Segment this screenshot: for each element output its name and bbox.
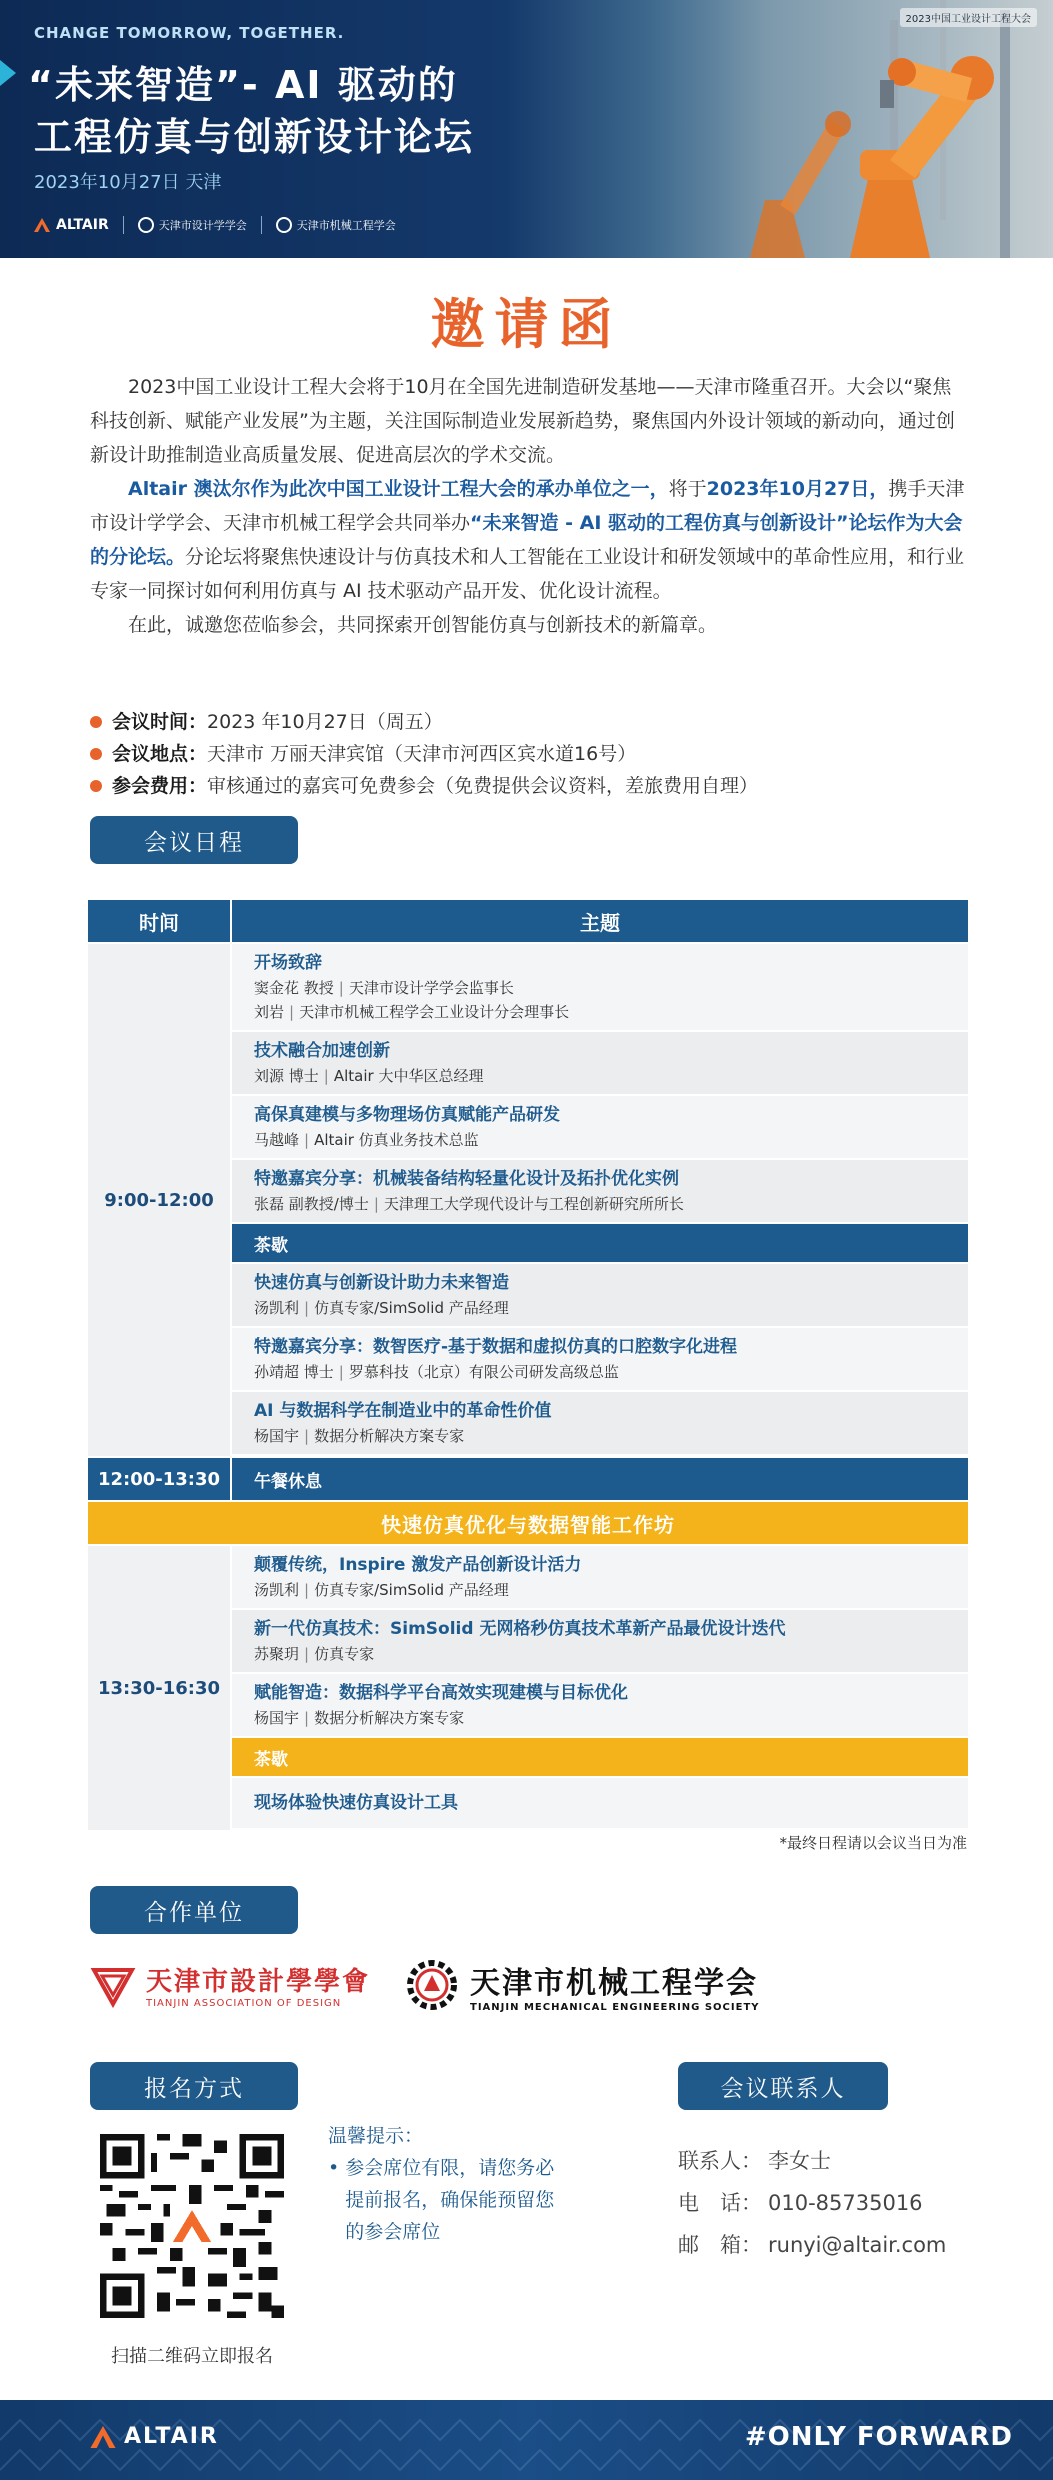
tjsd-name-en: TIANJIN ASSOCIATION OF DESIGN: [146, 1998, 342, 2009]
body-text: 携手天津市设计学学会、天津市机械工程学会共同举办: [90, 478, 965, 534]
header-topic: 主题: [580, 910, 620, 935]
altair-logo: [34, 217, 109, 233]
contact-section-title: 会议联系人: [678, 2062, 888, 2110]
speaker-name: 汤凯利: [254, 1581, 300, 1599]
speaker-title: Altair 仿真业务技术总监: [314, 1131, 479, 1149]
speaker-title: 仿真专家: [314, 1645, 375, 1663]
altair-logo-text: ALTAIR: [56, 217, 109, 233]
speaker-title: 罗慕科技（北京）有限公司研发高级总监: [348, 1363, 619, 1381]
tjsd-logo: [138, 217, 247, 233]
agenda-item: [232, 1328, 968, 1392]
contact-email-label: 邮 箱：: [678, 2233, 762, 2257]
banner-logos: [34, 216, 396, 234]
session-time: 9:00-12:00: [88, 944, 232, 1456]
tea-break: 茶歇: [232, 1738, 968, 1778]
tjmes-name-en: TIANJIN MECHANICAL ENGINEERING SOCIETY: [470, 2001, 760, 2013]
highlight-date: 2023年10月27日，: [706, 478, 889, 500]
speaker-title: Altair 大中华区总经理: [333, 1067, 484, 1085]
tea-break: 茶歇: [232, 1224, 968, 1264]
info-value: 天津市 万丽天津宾馆（天津市河西区宾水道16号）: [207, 743, 637, 765]
agenda-topic: 特邀嘉宾分享：数智医疗-基于数据和虚拟仿真的口腔数字化进程: [254, 1337, 738, 1357]
partner-tjsd: [90, 1961, 370, 2009]
agenda-speaker: 张磊 副教授/博士 | 天津理工大学现代设计与工程创新研究所所长: [254, 1195, 684, 1213]
header-time: 时间: [88, 900, 232, 942]
agenda-item: [232, 1264, 968, 1328]
footer-logo-text: ALTAIR: [124, 2424, 219, 2449]
agenda-speaker: 刘岩 | 天津市机械工程学会工业设计分会理事长: [254, 1003, 570, 1021]
tips-bullet: •: [328, 2157, 340, 2179]
agenda-item: [232, 1610, 968, 1674]
info-label: 参会费用：: [112, 775, 208, 797]
registration-tips: [328, 2120, 568, 2248]
tjmes-logo-text: 天津市机械工程学会: [296, 219, 396, 232]
logo-divider: [123, 216, 124, 234]
body-text: 将于: [668, 478, 707, 500]
qr-caption: 扫描二维码立即报名: [111, 2346, 273, 2367]
info-time: [90, 706, 966, 738]
contact-name: 李女士: [768, 2149, 831, 2173]
agenda-table: [88, 900, 968, 1830]
tjmes-emblem-icon: [276, 217, 292, 233]
invitation-title: 邀请函: [430, 293, 623, 356]
agenda-topic: 颠覆传统，Inspire 激发产品创新设计活力: [254, 1555, 582, 1575]
tjmes-logo: [276, 217, 396, 233]
speaker-title: 天津市机械工程学会工业设计分会理事长: [299, 1003, 570, 1021]
info-location: [90, 738, 966, 770]
body-text: 分论坛将聚焦快速设计与仿真技术和人工智能在工业设计和研发领域中的革命性应用，和行业专家一同探讨如何利用仿真与 AI 技术驱动产品开发、优化设计流程。: [90, 546, 965, 602]
invitation-body: [90, 370, 966, 642]
partners-section-title: 合作单位: [90, 1886, 298, 1934]
agenda-item: [232, 1546, 968, 1610]
contact-email-link[interactable]: runyi@altair.com: [768, 2233, 947, 2257]
tips-text: 参会席位有限，请您务必提前报名，确保能预留您的参会席位: [345, 2157, 555, 2243]
speaker-name: 马越峰: [254, 1131, 300, 1149]
speaker-title: 数据分析解决方案专家: [314, 1709, 465, 1727]
footer-slogan: #ONLY FORWARD: [744, 2422, 1013, 2452]
workshop-banner: 快速仿真优化与数据智能工作坊: [88, 1502, 968, 1544]
bullet-dot-icon: [90, 716, 102, 728]
register-section-title: 报名方式: [90, 2062, 298, 2110]
agenda-section-title: 会议日程: [90, 816, 298, 864]
info-fee: [90, 770, 966, 802]
agenda-speaker: 汤凯利 | 仿真专家/SimSolid 产品经理: [254, 1299, 509, 1317]
agenda-topic: 开场致辞: [254, 953, 322, 973]
speaker-name: 刘岩: [254, 1003, 285, 1021]
intro-paragraph-2: [90, 472, 966, 608]
logo-divider: [261, 216, 262, 234]
speaker-title: 仿真专家/SimSolid 产品经理: [314, 1581, 509, 1599]
speaker-name: 汤凯利: [254, 1299, 300, 1317]
agenda-item: [232, 1392, 968, 1456]
speaker-name: 张磊 副教授/博士: [254, 1195, 369, 1213]
agenda-speaker: 马越峰 | Altair 仿真业务技术总监: [254, 1131, 479, 1149]
agenda-speaker: 杨国宇 | 数据分析解决方案专家: [254, 1427, 465, 1445]
agenda-item: [232, 1096, 968, 1160]
tjsd-name: 天津市設計學學會: [146, 1967, 371, 1997]
info-label: 会议时间：: [112, 711, 208, 733]
header-banner: [0, 0, 1053, 258]
agenda-item: [232, 1674, 968, 1738]
bullet-dot-icon: [90, 748, 102, 760]
agenda-topic: 技术融合加速创新: [254, 1041, 390, 1061]
contact-name-label: 联系人：: [678, 2149, 762, 2173]
tjsd-emblem-icon: [138, 217, 154, 233]
agenda-topic: 现场体验快速仿真设计工具: [254, 1793, 458, 1813]
info-value: 2023 年10月27日（周五）: [207, 711, 443, 733]
tjmes-name: 天津市机械工程学会: [470, 1965, 759, 2001]
partner-tjmes: [404, 1957, 760, 2013]
tjsd-logo-text: 天津市设计学学会: [158, 219, 247, 232]
speaker-name: 杨国宇: [254, 1427, 300, 1445]
agenda-speaker: 苏聚玥 | 仿真专家: [254, 1645, 375, 1663]
registration-qr-code[interactable]: [100, 2134, 284, 2318]
agenda-item: [232, 1160, 968, 1224]
agenda-item: [232, 944, 968, 1032]
speaker-name: 苏聚玥: [254, 1645, 300, 1663]
schedule-note: *最终日程请以会议当日为准: [779, 1834, 967, 1852]
speaker-title: 天津市设计学学会监事长: [348, 979, 514, 997]
robot-arm-image: [640, 0, 1053, 258]
agenda-topic: 快速仿真与创新设计助力未来智造: [254, 1273, 509, 1293]
agenda-speaker: 孙靖超 博士 | 罗慕科技（北京）有限公司研发高级总监: [254, 1363, 619, 1381]
info-value: 审核通过的嘉宾可免费参会（免费提供会议资料，差旅费用自理）: [207, 775, 759, 797]
contact-phone[interactable]: 010-85735016: [768, 2191, 923, 2215]
morning-session: [88, 944, 968, 1456]
agenda-topic: 赋能智造：数据科学平台高效实现建模与目标优化: [254, 1683, 628, 1703]
contact-phone-row: [678, 2182, 998, 2224]
conference-tag: 2023中国工业设计工程大会: [900, 8, 1037, 27]
agenda-topic: AI 与数据科学在制造业中的革命性价值: [254, 1401, 552, 1421]
tips-title: 温馨提示：: [328, 2125, 424, 2147]
contact-email-row: [678, 2224, 998, 2266]
afternoon-session: [88, 1546, 968, 1830]
agenda-topic: 特邀嘉宾分享：机械装备结构轻量化设计及拓扑优化实例: [254, 1169, 679, 1189]
agenda-table-header: [88, 900, 968, 942]
altair-triangle-icon: [90, 2426, 116, 2448]
contact-phone-label: 电 话：: [678, 2191, 762, 2215]
highlight-text: Altair 澳汰尔作为此次中国工业设计工程大会的承办单位之一，: [128, 478, 669, 500]
footer-altair-logo: [90, 2424, 219, 2449]
tjsd-emblem-icon: [90, 1962, 136, 2008]
meeting-info-list: [90, 706, 966, 802]
agenda-speaker: 杨国宇 | 数据分析解决方案专家: [254, 1709, 465, 1727]
agenda-topic: 新一代仿真技术：SimSolid 无网格秒仿真技术革新产品最优设计迭代: [254, 1619, 786, 1639]
agenda-speaker: 刘源 博士 | Altair 大中华区总经理: [254, 1067, 484, 1085]
agenda-item: [232, 1032, 968, 1096]
session-time: 12:00-13:30: [88, 1458, 232, 1500]
speaker-name: 孙靖超 博士: [254, 1363, 334, 1381]
speaker-title: 数据分析解决方案专家: [314, 1427, 465, 1445]
speaker-title: 仿真专家/SimSolid 产品经理: [314, 1299, 509, 1317]
altair-triangle-icon: [34, 218, 50, 232]
lunch-row: [88, 1458, 968, 1500]
agenda-speaker: 汤凯利 | 仿真专家/SimSolid 产品经理: [254, 1581, 509, 1599]
info-label: 会议地点：: [112, 743, 208, 765]
speaker-name: 杨国宇: [254, 1709, 300, 1727]
session-time: 13:30-16:30: [88, 1546, 232, 1830]
contact-name-row: [678, 2140, 998, 2182]
partners-logos: [90, 1950, 970, 2020]
speaker-title: 天津理工大学现代设计与工程创新研究所所长: [383, 1195, 684, 1213]
highlight-forum-name: “未来智造 - AI 驱动的工程仿真与创新设计”论坛作为大会的分论坛。: [90, 512, 963, 568]
agenda-speaker: 窦金花 教授 | 天津市设计学学会监事长: [254, 979, 514, 997]
speaker-name: 刘源 博士: [254, 1067, 319, 1085]
banner-slogan: CHANGE TOMORROW, TOGETHER.: [34, 24, 345, 42]
banner-date: 2023年10月27日 天津: [34, 172, 222, 193]
agenda-item: [232, 1778, 968, 1830]
arrow-accent-icon: [0, 60, 16, 86]
intro-paragraph-1: 2023中国工业设计工程大会将于10月在全国先进制造研发基地——天津市隆重召开。大会以“聚焦科技创新、赋能产业发展”为主题，关注国际制造业发展新趋势，聚焦国内外设计领域的新动向，通过创新设计助推制造业高质量发展、促进高层次的学术交流。: [90, 376, 955, 466]
intro-paragraph-3: 在此，诚邀您莅临参会，共同探索开创智能仿真与创新技术的新篇章。: [128, 614, 718, 636]
bullet-dot-icon: [90, 780, 102, 792]
lunch-label: 午餐休息: [254, 1471, 322, 1492]
agenda-topic: 高保真建模与多物理场仿真赋能产品研发: [254, 1105, 560, 1125]
gear-emblem-icon: [404, 1957, 460, 2013]
banner-title-line2: 工程仿真与创新设计论坛: [34, 115, 475, 159]
contact-info: [678, 2140, 998, 2266]
speaker-name: 窦金花 教授: [254, 979, 334, 997]
banner-title-line1: “未来智造”- AI 驱动的: [28, 63, 458, 107]
footer-bar: [0, 2400, 1053, 2480]
